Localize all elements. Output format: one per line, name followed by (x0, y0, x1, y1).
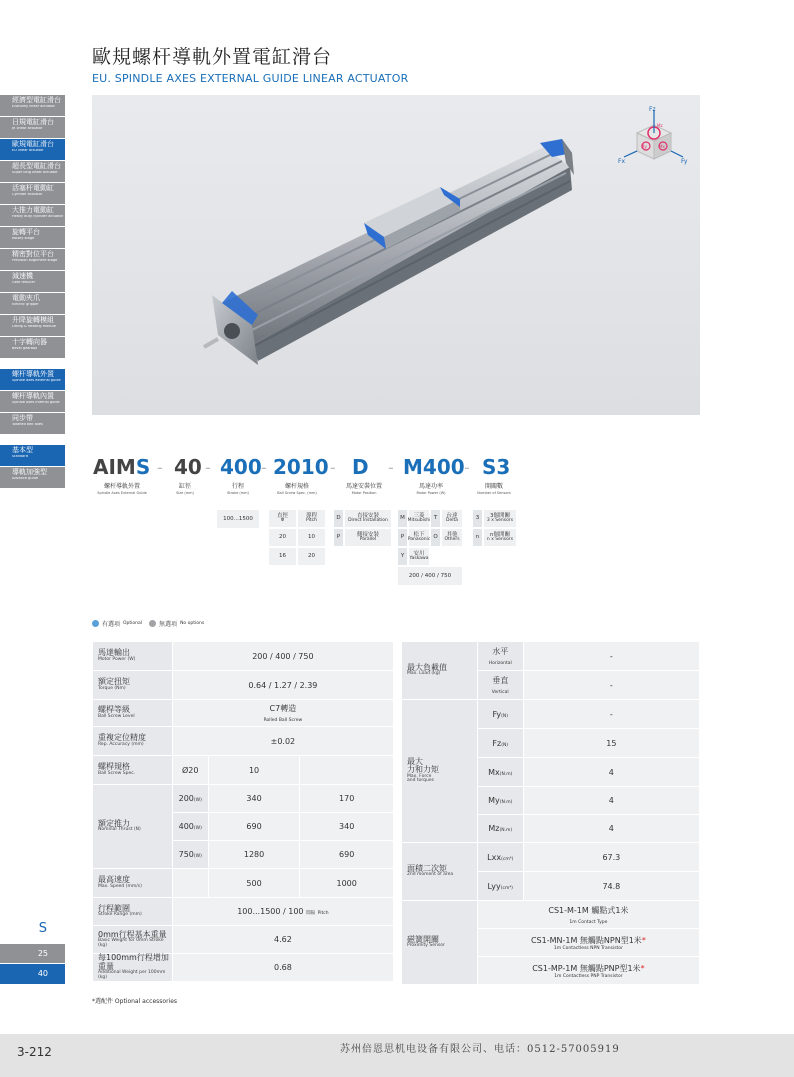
linear-actuator-illustration (92, 95, 700, 415)
diameter-value: 20 (268, 528, 297, 547)
motor-key: Y (397, 547, 408, 566)
sidebar-item-sublabel: EU linear actuator (12, 149, 44, 152)
diameter-value: 16 (268, 547, 297, 566)
sidebar-item-sublabel: Spindle axes external guide (12, 379, 61, 382)
option-legend: 有選項 Optional 無選項 No options (92, 619, 204, 628)
sidebar-item-sublabel: Precision alignment stage (12, 259, 58, 262)
code-sensors: S3 (482, 455, 511, 479)
sidebar-item-label: 同步帶 (12, 414, 33, 422)
sidebar-item-sublabel: Heavy duty cylinder actuator (12, 215, 64, 218)
table-row: 最大 力和力矩 Max. Force and torques Fy(N) - (402, 700, 700, 729)
sidebar-item[interactable] (0, 117, 65, 139)
sidebar-item[interactable] (0, 139, 65, 161)
mx-label: Mx (659, 144, 665, 149)
page-number: 3-212 (17, 1045, 52, 1059)
table-row: 馬達輸出 Motor Power (W) 200 / 400 / 750 (93, 642, 394, 671)
lead-header: 導程 Pitch (297, 509, 326, 528)
sidebar-item[interactable] (0, 413, 65, 435)
lead-value: 10 (297, 528, 326, 547)
sidebar-item-sublabel: Standard (12, 455, 28, 458)
sidebar-item[interactable] (0, 161, 65, 183)
motor-brand: 三菱 Mitsubishi (408, 509, 430, 528)
sidebar (0, 95, 65, 489)
motor-key: T (430, 509, 441, 528)
no-option-dot-icon (149, 620, 156, 627)
sidebar-item[interactable] (0, 391, 65, 413)
sidebar-item-label: 導軌加強型 (12, 468, 47, 476)
sidebar-item[interactable] (0, 293, 65, 315)
code-caption-sensors: 開關數 Number of Sensors (477, 483, 511, 495)
fy-label: Fy (681, 158, 688, 165)
code-caption-position: 馬達安裝位置 Motor Position (345, 483, 382, 495)
table-row: 面積二次矩 2nd moment of area Lxx(cm⁴) 67.3 (402, 843, 700, 872)
code-motor: M400 (403, 455, 465, 479)
motor-key: P (397, 528, 408, 547)
sidebar-item-label: 日規電缸滑台 (12, 118, 54, 126)
diameter-header: 直徑 Φ (268, 509, 297, 528)
spec-table-left (92, 641, 394, 982)
position-label: 直接安裝 Direct Installation (344, 509, 392, 528)
sidebar-item[interactable] (0, 227, 65, 249)
sidebar-item[interactable] (0, 467, 65, 489)
code-size: 40 (174, 455, 202, 479)
table-row: CS1-MP-1M 無觸點PNP型1米* 1m Contactless PNP Transistor (402, 957, 700, 985)
motor-brand: 其他 Others (441, 528, 463, 547)
code-caption-series: 螺杆導軌外置 Spindle Axes External Guide (97, 483, 147, 495)
sidebar-item-label: 超長型電缸滑台 (12, 162, 61, 170)
table-row: CS1-MN-1M 無觸點NPN型1米* 1m Contactless NPN Transistor (402, 929, 700, 957)
page-title: 歐規螺杆導軌外置電缸滑台 (92, 46, 333, 68)
page-subtitle: EU. SPINDLE AXES EXTERNAL GUIDE LINEAR ACTUATOR (92, 72, 409, 85)
sidebar-item-sublabel: JR linear actuator (12, 127, 43, 130)
table-row: 螺桿等級 Ball Screw Level C7轉造 Rolled Ball Screw (93, 700, 394, 727)
sensor-key: n (472, 528, 483, 547)
position-key: P (333, 528, 344, 547)
sidebar-item-label: 大推力電動缸 (12, 206, 54, 214)
motor-brand: 松下 Panasonic (408, 528, 430, 547)
code-series: AIMS (93, 455, 151, 479)
table-row: 最高速度 Max. Speed (mm/s) 500 1000 (93, 869, 394, 898)
code-stroke: 400 (220, 455, 262, 479)
table-row: 400(W) 690 340 (93, 813, 394, 841)
sidebar-item-sublabel: Toothed belt axes (12, 423, 43, 426)
sidebar-item-sublabel: Bevel gearbox (12, 347, 38, 350)
code-caption-screw: 螺杆規格 Ball Screw Spec. (mm) (277, 483, 317, 495)
sidebar-item[interactable] (0, 95, 65, 117)
table-row: My(N.m) 4 (402, 787, 700, 815)
sidebar-item-sublabel: Spindle axes internal guide (12, 401, 60, 404)
sidebar-item[interactable] (0, 271, 65, 293)
position-label: 側接安裝 Parallel (344, 528, 392, 547)
code-dash: - (205, 458, 211, 477)
lead-value: 20 (297, 547, 326, 566)
company-contact: 苏州倍恩思机电设备有限公司、电话：0512-57005919 (340, 1044, 620, 1055)
code-dash: - (464, 458, 470, 477)
code-screw: 2010 (273, 455, 329, 479)
table-row: Lyy(cm⁴) 74.8 (402, 872, 700, 901)
table-row: Mx(N.m) 4 (402, 758, 700, 787)
product-photo (92, 95, 700, 415)
table-row: Fz(N) 15 (402, 729, 700, 758)
fz-label: Fz (649, 106, 656, 113)
optional-dot-icon (92, 620, 99, 627)
table-row: 行程範圍 Stroke Range (mm) 100...1500 / 100 間隔 Pitch (93, 898, 394, 926)
code-caption-motor: 馬達功率 Motor Power (W) (416, 483, 446, 495)
sidebar-item[interactable] (0, 315, 65, 337)
spec-table-right (401, 641, 700, 985)
series-tab-s[interactable]: S (0, 916, 65, 944)
sidebar-item-sublabel: Lifting & rotating module (12, 325, 56, 328)
sidebar-item-sublabel: Electric gripper (12, 303, 39, 306)
motor-key: O (430, 528, 441, 547)
code-caption-size: 缸徑 Size (mm) (176, 483, 194, 495)
code-position: D (352, 455, 369, 479)
sidebar-item-label: 經濟型電缸滑台 (12, 96, 61, 104)
sidebar-item[interactable] (0, 249, 65, 271)
table-row: 額定推力 Nominal Thrust (N) 200(W) 340 170 (93, 785, 394, 813)
sidebar-item[interactable] (0, 205, 65, 227)
fx-label: Fx (618, 158, 626, 165)
sidebar-item-label: 電動夾爪 (12, 294, 40, 302)
footer (0, 1034, 794, 1077)
sensor-label: n個開關 n x Sensors (483, 528, 517, 547)
size-tab-25[interactable]: 25 (0, 944, 65, 964)
code-caption-stroke: 行程 Stroke (mm) (227, 483, 249, 495)
sidebar-item-sublabel: Economy linear actuator (12, 105, 55, 108)
sidebar-item-sublabel: Gear reducer (12, 281, 36, 284)
mz-label: Mz (657, 123, 663, 128)
my-label: My (641, 144, 647, 149)
table-row: 磁簧開關 Proximity Sensor CS1-M-1M 觸點式1米 1m Contact Type (402, 901, 700, 929)
sidebar-item-label: 減速機 (12, 272, 33, 280)
sensor-label: 3個開關 3 x Sensors (483, 509, 517, 528)
sidebar-item-label: 螺杆導軌外置 (12, 370, 54, 378)
code-dash: - (388, 458, 394, 477)
table-row: 螺桿規格 Ball Screw Spec. Ø20 10 (93, 756, 394, 785)
sidebar-item-sublabel: Cylinder actuator (12, 193, 43, 196)
motor-brand: 台達 Delta (441, 509, 463, 528)
code-dash: - (330, 458, 336, 477)
sidebar-gap (0, 359, 65, 369)
sensor-key: 3 (472, 509, 483, 528)
table-row: 0mm行程基本重量 Basic Weight for 0mm Stroke (kg) 4.62 (93, 926, 394, 954)
sidebar-item-label: 升降旋轉模組 (12, 316, 54, 324)
motor-key: M (397, 509, 408, 528)
code-dash: - (261, 458, 267, 477)
sidebar-item-label: 歐規電缸滑台 (12, 140, 54, 148)
code-dash: - (157, 458, 163, 477)
sidebar-item-label: 十字轉向器 (12, 338, 47, 346)
motor-brand: 安川 Yaskawa (408, 547, 430, 566)
sidebar-item[interactable] (0, 337, 65, 359)
table-row: 最大負載值 Max. Load (kg) 水平 Horizontal - (402, 642, 700, 671)
sidebar-item-label: 基本型 (12, 446, 33, 454)
table-row: 重複定位精度 Rep. Accuracy (mm) ±0.02 (93, 727, 394, 756)
position-key: D (333, 509, 344, 528)
table-row: 額定扭矩 Torque (Nm) 0.64 / 1.27 / 2.39 (93, 671, 394, 700)
sidebar-item[interactable] (0, 369, 65, 391)
sidebar-item-sublabel: Rotary stage (12, 237, 35, 240)
sidebar-item[interactable] (0, 183, 65, 205)
table-row: 垂直 Vertical - (402, 671, 700, 700)
table-row: 每100mm行程增加重量 Additional Weight per 100mm (kg) 0.68 (93, 954, 394, 982)
sidebar-item-label: 精密對位平台 (12, 250, 54, 258)
footnote: *選配件 Optional accessories (92, 998, 178, 1005)
table-row: Mz(N.m) 4 (402, 815, 700, 843)
size-tab-40[interactable]: 40 (0, 964, 65, 984)
sidebar-item-sublabel: Advance guide (12, 477, 38, 480)
sidebar-item-label: 活塞杆電動缸 (12, 184, 54, 192)
table-row: 750(W) 1280 690 (93, 841, 394, 869)
sidebar-item[interactable] (0, 445, 65, 467)
sidebar-gap (0, 435, 65, 445)
sidebar-item-label: 旋轉平台 (12, 228, 40, 236)
sidebar-item-sublabel: Super long linear actuator (12, 171, 58, 174)
motor-power-option: 200 / 400 / 750 (397, 566, 463, 586)
force-axis-diagram (617, 105, 692, 165)
stroke-option: 100...1500 (216, 509, 260, 529)
sidebar-item-label: 螺杆導軌內置 (12, 392, 54, 400)
